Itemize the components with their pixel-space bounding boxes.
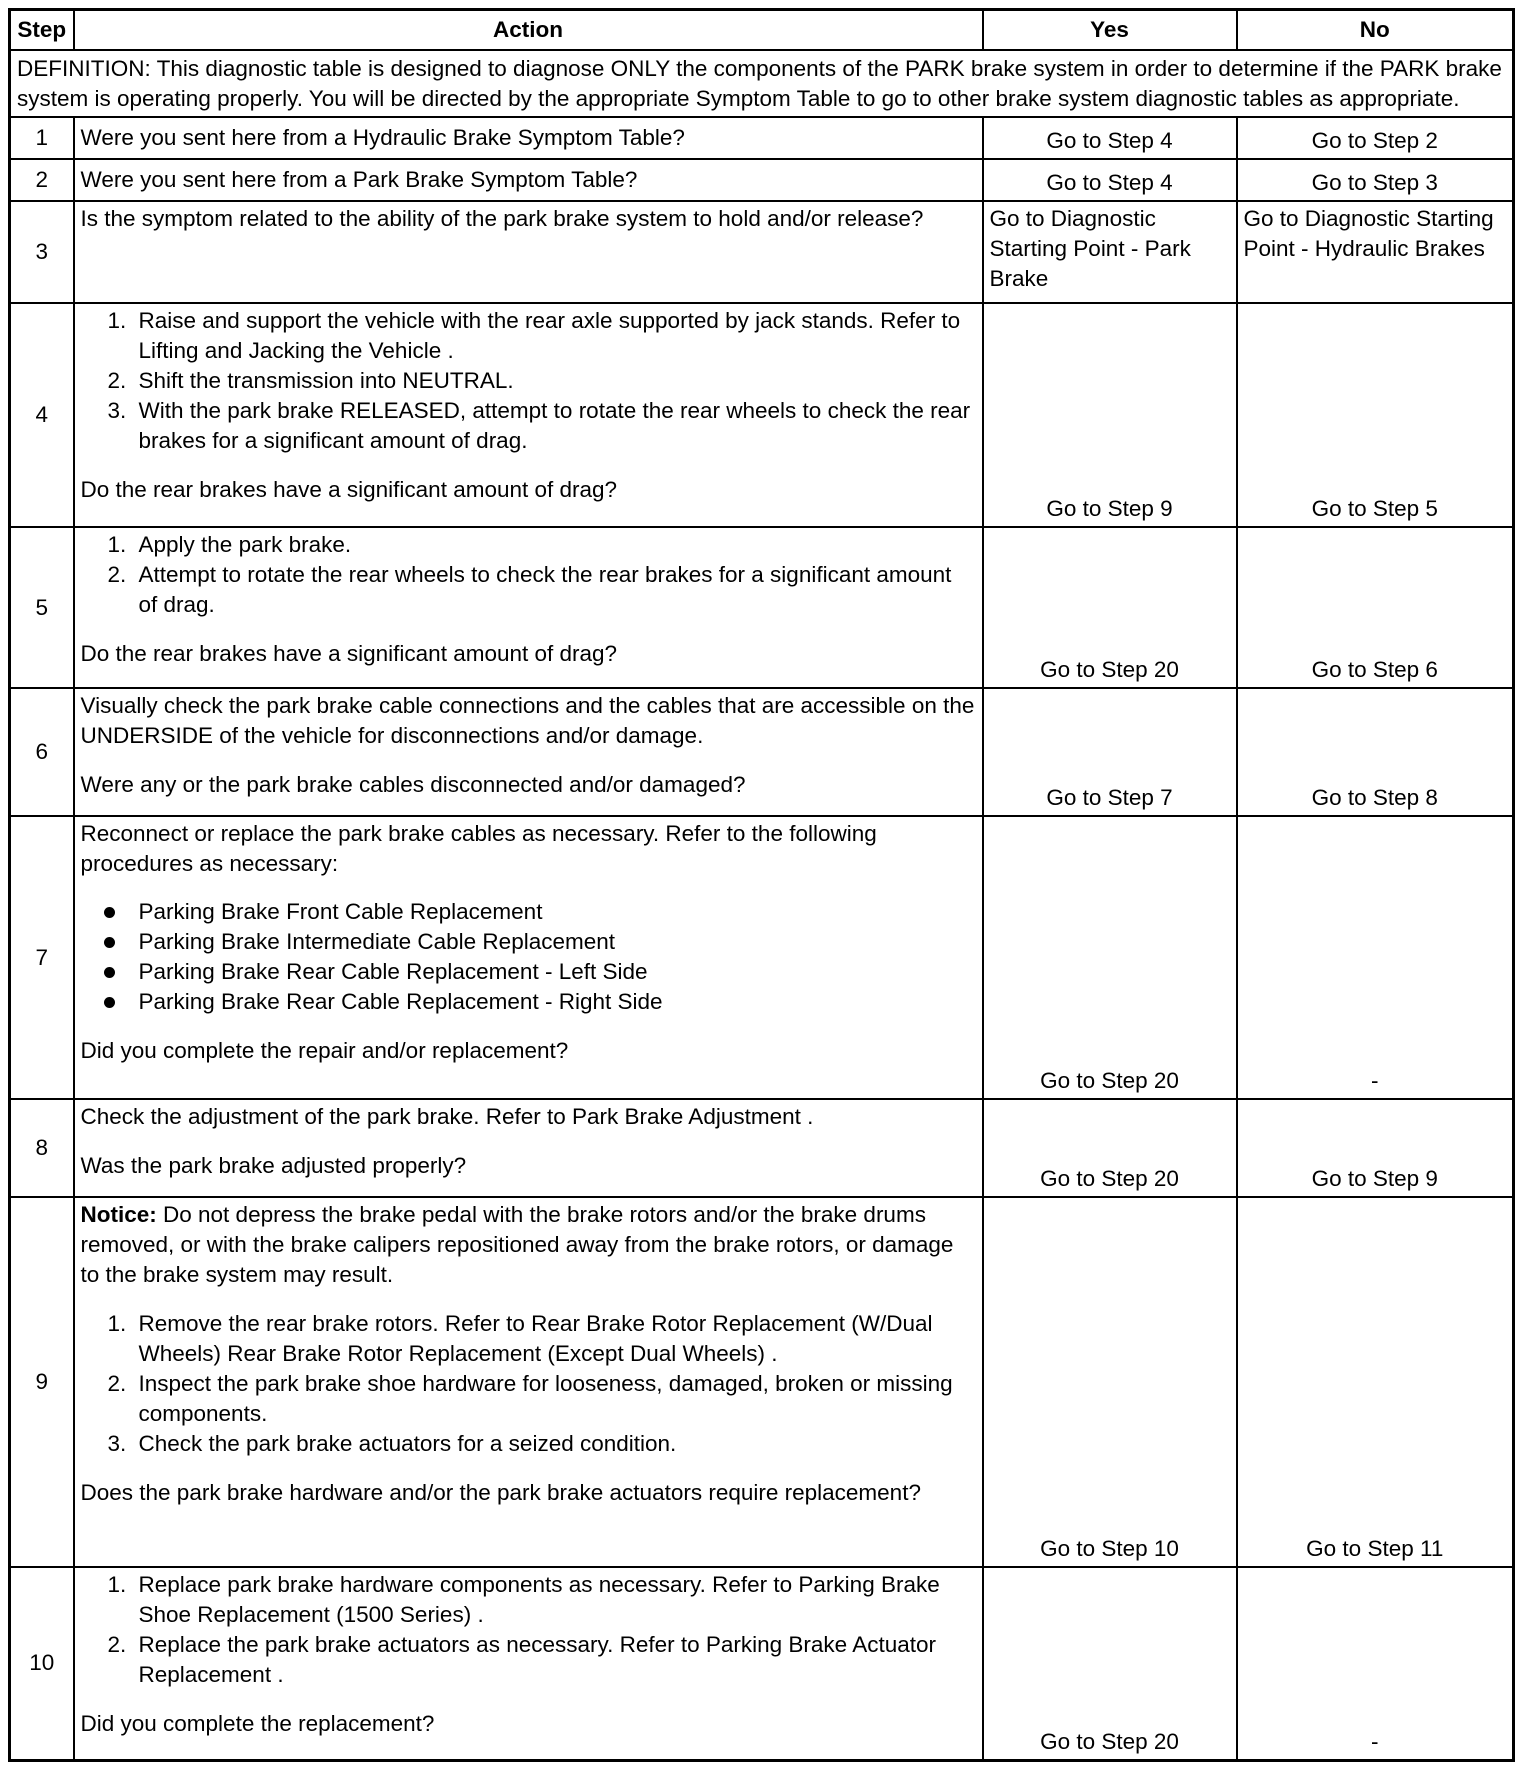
procedure-item: 1. Replace park brake hardware components as necessary. Refer to Parking Brake Shoe Replacement (1500 Series) . (133, 1570, 976, 1630)
step-action (74, 1197, 983, 1567)
yes-cell: Go to Step 7 (983, 688, 1237, 816)
step-number: 5 (10, 527, 74, 688)
table-row (10, 816, 1514, 1099)
notice-text (81, 1200, 976, 1290)
step-number: 1 (10, 117, 74, 159)
bullet-item (133, 987, 976, 1017)
table-row (10, 159, 1514, 201)
table-row (10, 303, 1514, 527)
table-row (10, 527, 1514, 688)
yes-cell: Go to Step 20 (983, 816, 1237, 1099)
header-step: Step (10, 10, 74, 51)
procedure-list (81, 1570, 976, 1690)
no-cell: Go to Step 11 (1237, 1197, 1514, 1567)
step-action (74, 303, 983, 527)
diagnostic-table (8, 8, 1515, 1762)
step-question: Were you sent here from a Park Brake Symptom Table? (74, 159, 983, 201)
step-action (74, 1099, 983, 1197)
step-number: 10 (10, 1567, 74, 1760)
notice-label: Notice: (80, 1202, 157, 1227)
table-row (10, 688, 1514, 816)
step-number: 2 (10, 159, 74, 201)
notice-body: Do not depress the brake pedal with the brake rotors and/or the brake drums removed, or with the brake calipers repositioned away from the brake rotors, or damage to the brake system may result. (80, 1202, 954, 1287)
procedure-list (81, 306, 976, 456)
yes-cell: Go to Step 4 (983, 159, 1237, 201)
no-cell: - (1237, 816, 1514, 1099)
procedure-item: 3. With the park brake RELEASED, attempt to rotate the rear wheels to check the rear brakes for a significant amount of drag. (133, 396, 976, 456)
no-cell: Go to Step 9 (1237, 1099, 1514, 1197)
procedure-list (81, 530, 976, 620)
yes-cell: Go to Step 4 (983, 117, 1237, 159)
step-action (74, 816, 983, 1099)
procedure-list (81, 1309, 976, 1459)
bullet-icon (104, 967, 115, 978)
no-cell: Go to Step 6 (1237, 527, 1514, 688)
procedure-item: 2. Attempt to rotate the rear wheels to check the rear brakes for a significant amount of drag. (133, 560, 976, 620)
step-action (74, 1567, 983, 1760)
header-row (10, 10, 1514, 51)
procedure-item: 2. Replace the park brake actuators as necessary. Refer to Parking Brake Actuator Replacement . (133, 1630, 976, 1690)
yes-cell: Go to Step 20 (983, 1099, 1237, 1197)
yes-cell: Go to Step 10 (983, 1197, 1237, 1567)
no-cell: Go to Step 8 (1237, 688, 1514, 816)
header-action: Action (74, 10, 983, 51)
no-cell: Go to Step 5 (1237, 303, 1514, 527)
bullet-item (133, 957, 976, 987)
no-cell: Go to Diagnostic Starting Point - Hydraulic Brakes (1237, 201, 1514, 303)
bullet-item (133, 927, 976, 957)
step-number: 4 (10, 303, 74, 527)
procedure-item: 2. Inspect the park brake shoe hardware for looseness, damaged, broken or missing components. (133, 1369, 976, 1429)
bullet-icon (104, 937, 115, 948)
procedure-item: 3. Check the park brake actuators for a seized condition. (133, 1429, 976, 1459)
procedure-item: 2. Shift the transmission into NEUTRAL. (133, 366, 976, 396)
yes-cell: Go to Step 9 (983, 303, 1237, 527)
table-row (10, 201, 1514, 303)
no-cell: - (1237, 1567, 1514, 1760)
step-action (74, 688, 983, 816)
header-no: No (1237, 10, 1514, 51)
step-number: 7 (10, 816, 74, 1099)
yes-cell: Go to Step 20 (983, 1567, 1237, 1760)
table-row (10, 1567, 1514, 1760)
step-number: 9 (10, 1197, 74, 1567)
yes-cell: Go to Diagnostic Starting Point - Park Brake (983, 201, 1237, 303)
bullet-text: Parking Brake Rear Cable Replacement - Left Side (138, 959, 648, 984)
bullet-text: Parking Brake Rear Cable Replacement - Right Side (138, 989, 663, 1014)
step-action (74, 527, 983, 688)
step-number: 8 (10, 1099, 74, 1197)
bullet-icon (104, 907, 115, 918)
table-row (10, 1197, 1514, 1567)
step-question: Were any or the park brake cables disconnected and/or damaged? (80, 772, 746, 797)
procedure-item: 1. Raise and support the vehicle with the rear axle supported by jack stands. Refer to Lifting and Jacking the Vehicle . (133, 306, 976, 366)
step-question: Do the rear brakes have a significant amount of drag? (80, 477, 618, 502)
yes-cell: Go to Step 20 (983, 527, 1237, 688)
procedure-bullets (81, 897, 976, 1017)
step-intro: Check the adjustment of the park brake. Refer to Park Brake Adjustment . (80, 1104, 814, 1129)
step-question: Does the park brake hardware and/or the park brake actuators require replacement? (80, 1480, 921, 1505)
bullet-icon (104, 997, 115, 1008)
step-question: Did you complete the replacement? (80, 1711, 435, 1736)
step-question: Did you complete the repair and/or replacement? (80, 1038, 569, 1063)
definition-text: DEFINITION: This diagnostic table is designed to diagnose ONLY the components of the PARK brake system in order to determine if the PARK brake system is operating properly. You will be directed by the appropriate Symptom Table to go to other brake system diagnostic tables as appropriate. (10, 50, 1514, 117)
step-number: 3 (10, 201, 74, 303)
step-question: Were you sent here from a Hydraulic Brake Symptom Table? (74, 117, 983, 159)
step-intro: Visually check the park brake cable connections and the cables that are accessible on the UNDERSIDE of the vehicle for disconnections and/or damage. (80, 693, 975, 748)
bullet-text: Parking Brake Intermediate Cable Replacement (138, 929, 615, 954)
step-question: Do the rear brakes have a significant amount of drag? (80, 641, 618, 666)
table-row (10, 1099, 1514, 1197)
no-cell: Go to Step 2 (1237, 117, 1514, 159)
procedure-item: 1. Remove the rear brake rotors. Refer to Rear Brake Rotor Replacement (W/Dual Wheels) Rear Brake Rotor Replacement (Except Dual Wheels) . (133, 1309, 976, 1369)
bullet-text: Parking Brake Front Cable Replacement (138, 899, 543, 924)
bullet-item (133, 897, 976, 927)
step-intro: Reconnect or replace the park brake cables as necessary. Refer to the following procedures as necessary: (80, 821, 877, 876)
table-row (10, 117, 1514, 159)
step-question: Was the park brake adjusted properly? (80, 1153, 467, 1178)
no-cell: Go to Step 3 (1237, 159, 1514, 201)
definition-row (10, 50, 1514, 117)
header-yes: Yes (983, 10, 1237, 51)
step-question: Is the symptom related to the ability of the park brake system to hold and/or release? (74, 201, 983, 303)
step-number: 6 (10, 688, 74, 816)
procedure-item: 1. Apply the park brake. (133, 530, 976, 560)
